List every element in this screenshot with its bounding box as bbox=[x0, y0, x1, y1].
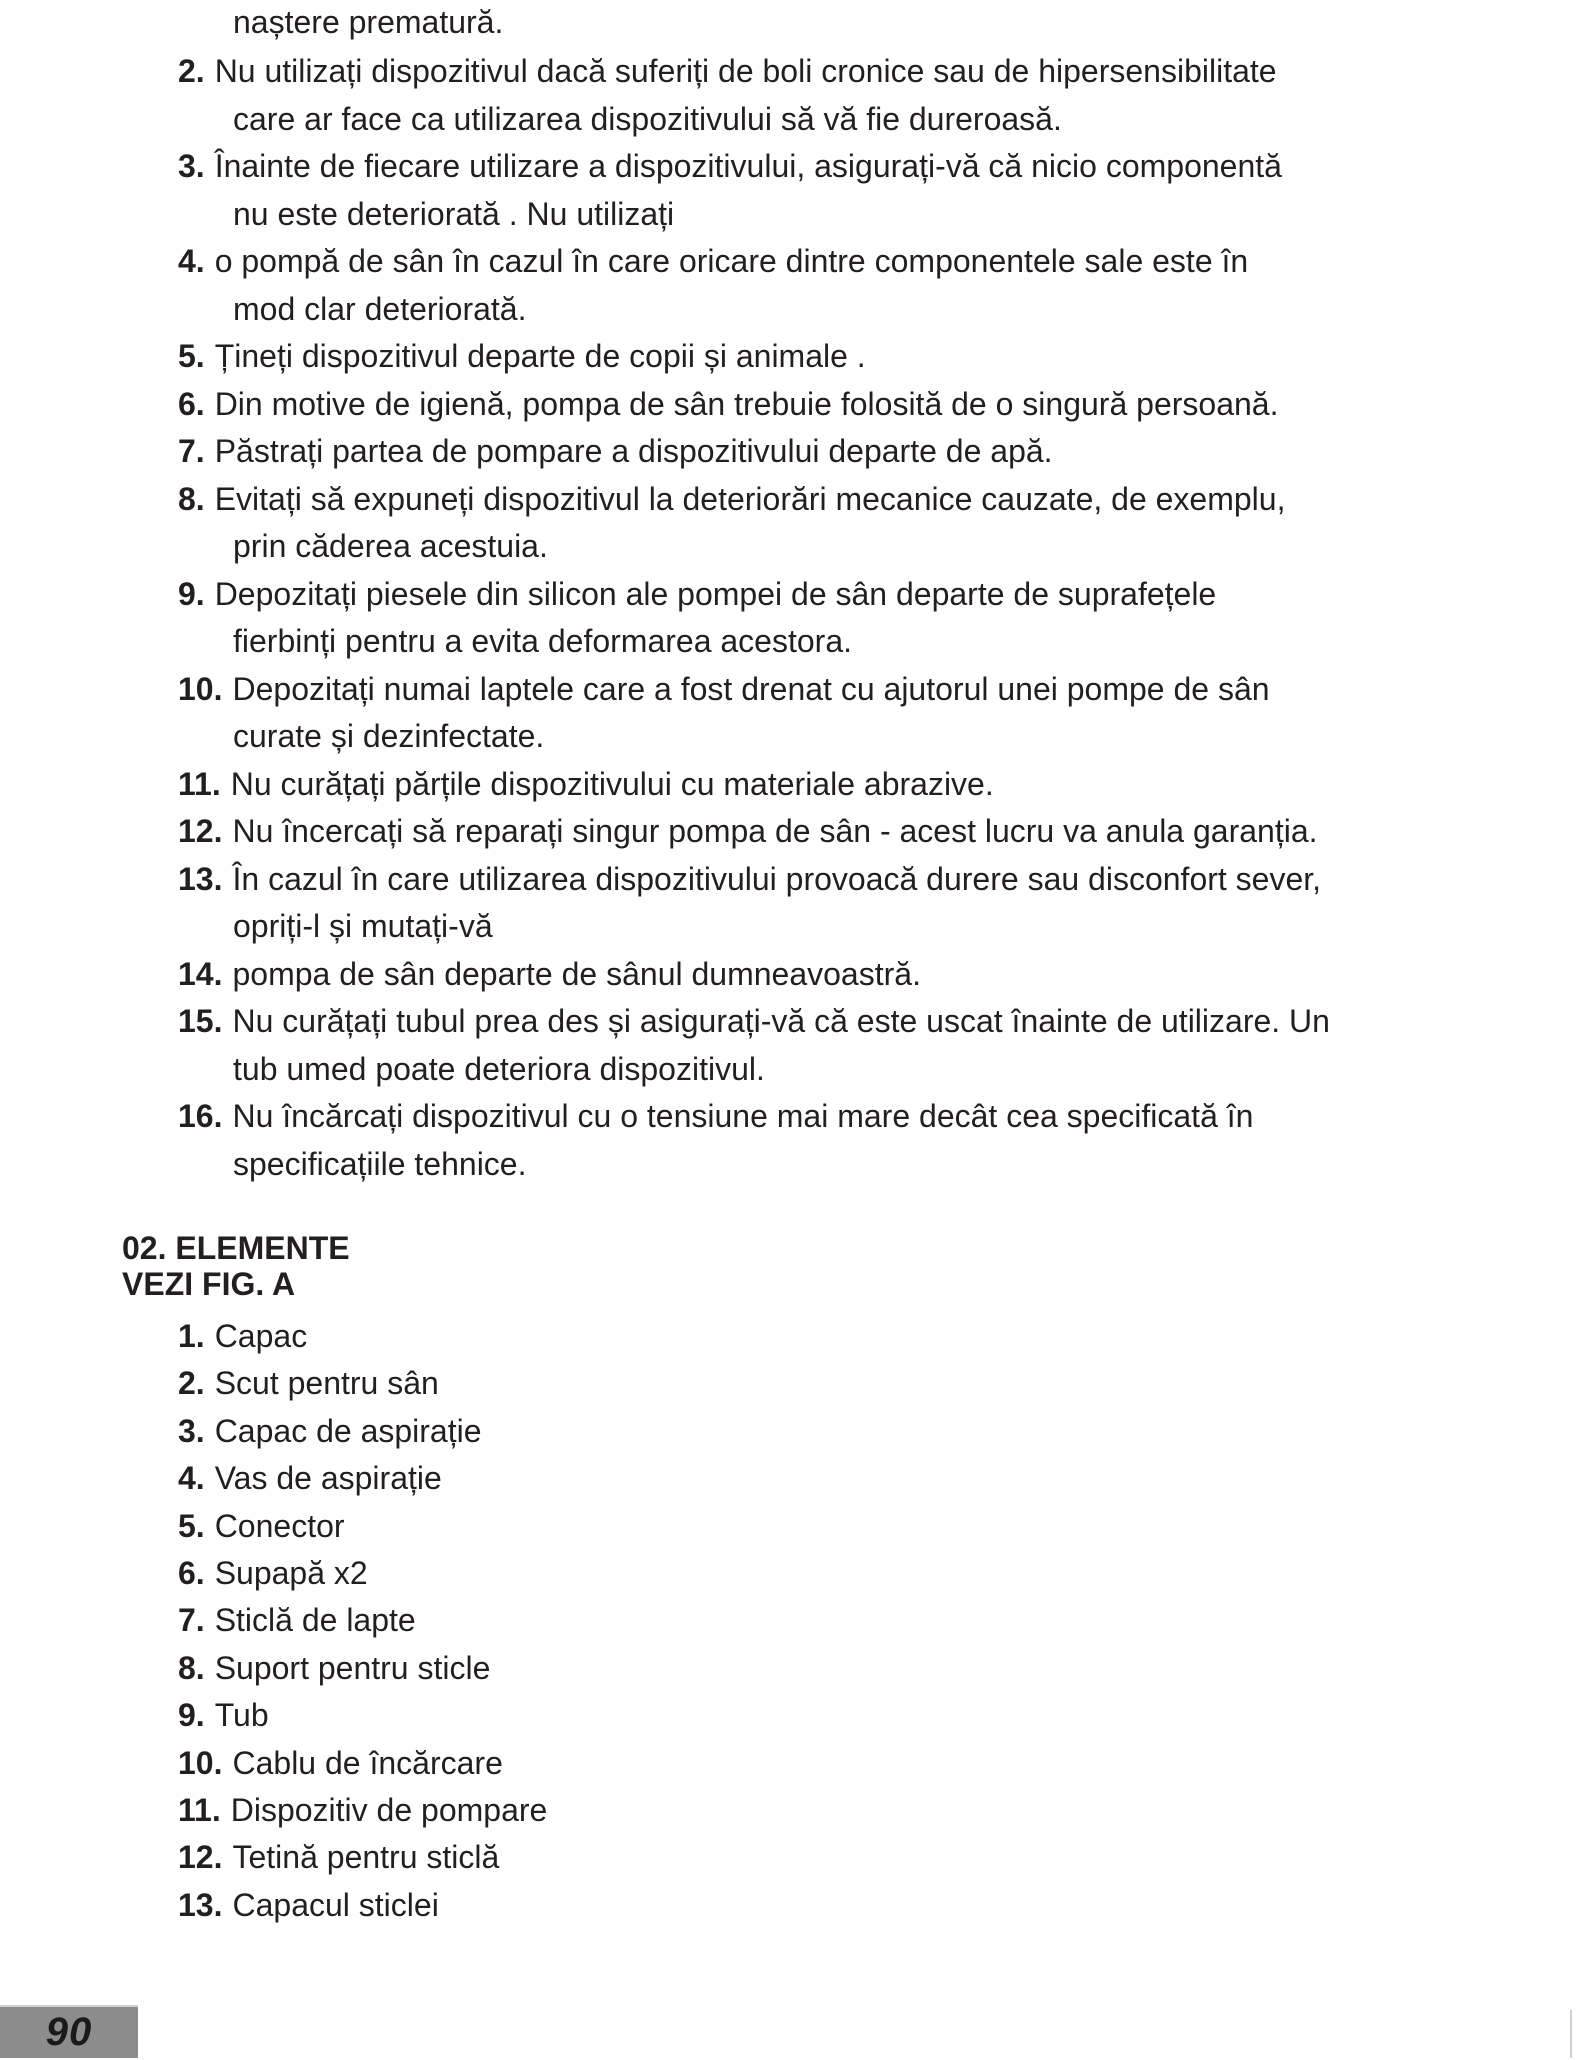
list-item bbox=[178, 571, 1330, 666]
safety-instructions-list bbox=[178, 48, 1330, 1188]
item-number: 7. bbox=[178, 433, 205, 469]
item-text: Conector bbox=[214, 1507, 345, 1544]
elements-list bbox=[178, 1313, 547, 1929]
item-number: 6. bbox=[178, 1555, 205, 1592]
item-number: 9. bbox=[178, 1697, 205, 1734]
item-text: Evitați să expuneți dispozitivul la deteriorări mecanice cauzate, de exemplu, bbox=[214, 480, 1286, 517]
item-number: 2. bbox=[178, 53, 205, 89]
list-item bbox=[178, 1597, 547, 1644]
list-item bbox=[178, 381, 1330, 429]
item-number: 11. bbox=[178, 1792, 221, 1829]
item-number: 3. bbox=[178, 148, 205, 184]
item-text: Nu încărcați dispozitivul cu o tensiune mai mare decât cea specificată în bbox=[232, 1098, 1254, 1134]
list-item bbox=[178, 333, 1330, 381]
page-edge-mark bbox=[1570, 2010, 1572, 2058]
item-number: 4. bbox=[178, 1460, 205, 1497]
item-number: 4. bbox=[178, 243, 205, 279]
item-number: 7. bbox=[178, 1602, 205, 1639]
lead-fragment: naștere prematură. bbox=[233, 4, 504, 40]
list-item bbox=[178, 1550, 547, 1597]
list-item bbox=[178, 48, 1330, 143]
item-continuation: prin căderea acestuia. bbox=[233, 528, 548, 564]
section-heading bbox=[122, 1230, 350, 1302]
item-text: Scut pentru sân bbox=[214, 1365, 439, 1402]
list-item bbox=[178, 143, 1330, 238]
section-title: 02. ELEMENTE bbox=[122, 1230, 350, 1266]
item-text: Capac de aspirație bbox=[214, 1412, 482, 1449]
item-continuation: nu este deteriorată . Nu utilizați bbox=[233, 195, 675, 232]
page-number-badge bbox=[0, 2005, 138, 2058]
item-number: 12. bbox=[178, 813, 223, 849]
item-number: 12. bbox=[178, 1839, 223, 1876]
page-number: 90 bbox=[45, 2010, 93, 2054]
item-text: Țineți dispozitivul departe de copii și animale . bbox=[214, 338, 866, 374]
item-number: 5. bbox=[178, 1507, 205, 1544]
list-item bbox=[178, 666, 1330, 761]
item-continuation: mod clar deteriorată. bbox=[233, 290, 527, 327]
item-text: Din motive de igienă, pompa de sân trebuie folosită de o singură persoană. bbox=[214, 385, 1279, 422]
list-item bbox=[178, 238, 1330, 333]
list-item bbox=[178, 1834, 547, 1881]
item-text: Depozitați numai laptele care a fost drenat cu ajutorul unei pompe de sân bbox=[232, 670, 1270, 707]
item-number: 15. bbox=[178, 1003, 223, 1039]
item-text: Depozitați piesele din silicon ale pompei de sân departe de suprafețele bbox=[214, 575, 1217, 612]
list-item bbox=[178, 1692, 547, 1739]
item-continuation: tub umed poate deteriora dispozitivul. bbox=[233, 1050, 765, 1087]
item-text: Capac bbox=[214, 1318, 308, 1354]
item-text: Nu utilizați dispozitivul dacă suferiți de boli cronice sau de hipersensibilitate bbox=[214, 53, 1277, 89]
list-item bbox=[178, 1360, 547, 1407]
item-number: 13. bbox=[178, 860, 223, 897]
item-text: o pompă de sân în cazul în care oricare dintre componentele sale este în bbox=[214, 243, 1249, 279]
item-text: Dispozitiv de pompare bbox=[230, 1792, 548, 1829]
item-text: Suport pentru sticle bbox=[214, 1649, 491, 1686]
section-subtitle: VEZI FIG. A bbox=[122, 1266, 296, 1302]
item-number: 8. bbox=[178, 1649, 205, 1686]
item-number: 3. bbox=[178, 1412, 205, 1449]
item-text: Nu încercați să reparați singur pompa de sân - acest lucru va anula garanția. bbox=[232, 813, 1318, 849]
list-item bbox=[178, 1455, 547, 1502]
item-number: 13. bbox=[178, 1886, 223, 1923]
list-item bbox=[178, 1882, 547, 1929]
item-text: pompa de sân departe de sânul dumneavoastră. bbox=[232, 955, 921, 992]
list-item bbox=[178, 476, 1330, 571]
item-number: 11. bbox=[178, 765, 221, 802]
list-item bbox=[178, 1645, 547, 1692]
list-item bbox=[178, 761, 1330, 809]
item-continuation: specificațiile tehnice. bbox=[233, 1145, 527, 1182]
item-number: 14. bbox=[178, 955, 223, 992]
item-number: 9. bbox=[178, 575, 205, 612]
list-item bbox=[178, 998, 1330, 1093]
item-text: Vas de aspirație bbox=[214, 1460, 442, 1497]
item-continuation: care ar face ca utilizarea dispozitivului să vă fie dureroasă. bbox=[233, 100, 1062, 137]
item-number: 10. bbox=[178, 1744, 223, 1781]
list-item bbox=[178, 856, 1330, 951]
item-text: Capacul sticlei bbox=[232, 1886, 439, 1923]
list-item bbox=[178, 1408, 547, 1455]
item-number: 6. bbox=[178, 385, 205, 422]
list-item bbox=[178, 808, 1330, 856]
list-item bbox=[178, 1787, 547, 1834]
item-continuation: opriți-l și mutați-vă bbox=[233, 908, 493, 944]
list-item bbox=[178, 951, 1330, 999]
item-text: Păstrați partea de pompare a dispozitivului departe de apă. bbox=[214, 433, 1053, 469]
item-text: Nu curățați părțile dispozitivului cu materiale abrazive. bbox=[230, 765, 994, 802]
item-text: Nu curățați tubul prea des și asigurați-vă că este uscat înainte de utilizare. Un bbox=[232, 1003, 1330, 1039]
item-number: 5. bbox=[178, 338, 205, 374]
list-item bbox=[178, 1740, 547, 1787]
item-number: 16. bbox=[178, 1098, 223, 1134]
item-text: În cazul în care utilizarea dispozitivului provoacă durere sau disconfort sever, bbox=[232, 860, 1322, 897]
item-text: Tub bbox=[214, 1697, 269, 1734]
list-item bbox=[178, 1093, 1330, 1188]
item-continuation: fierbinți pentru a evita deformarea acestora. bbox=[233, 623, 852, 659]
list-item bbox=[178, 428, 1330, 476]
item-text: Înainte de fiecare utilizare a dispozitivului, asigurați-vă că nicio componentă bbox=[214, 148, 1282, 184]
list-item bbox=[178, 1503, 547, 1550]
item-text: Supapă x2 bbox=[214, 1555, 368, 1592]
item-text: Tetină pentru sticlă bbox=[232, 1839, 500, 1876]
item-number: 8. bbox=[178, 480, 205, 517]
item-number: 10. bbox=[178, 670, 223, 707]
item-continuation: curate și dezinfectate. bbox=[233, 718, 545, 754]
item-text: Cablu de încărcare bbox=[232, 1744, 503, 1781]
item-number: 2. bbox=[178, 1365, 205, 1402]
list-item bbox=[178, 1313, 547, 1360]
item-text: Sticlă de lapte bbox=[214, 1602, 416, 1639]
item-number: 1. bbox=[178, 1318, 205, 1354]
